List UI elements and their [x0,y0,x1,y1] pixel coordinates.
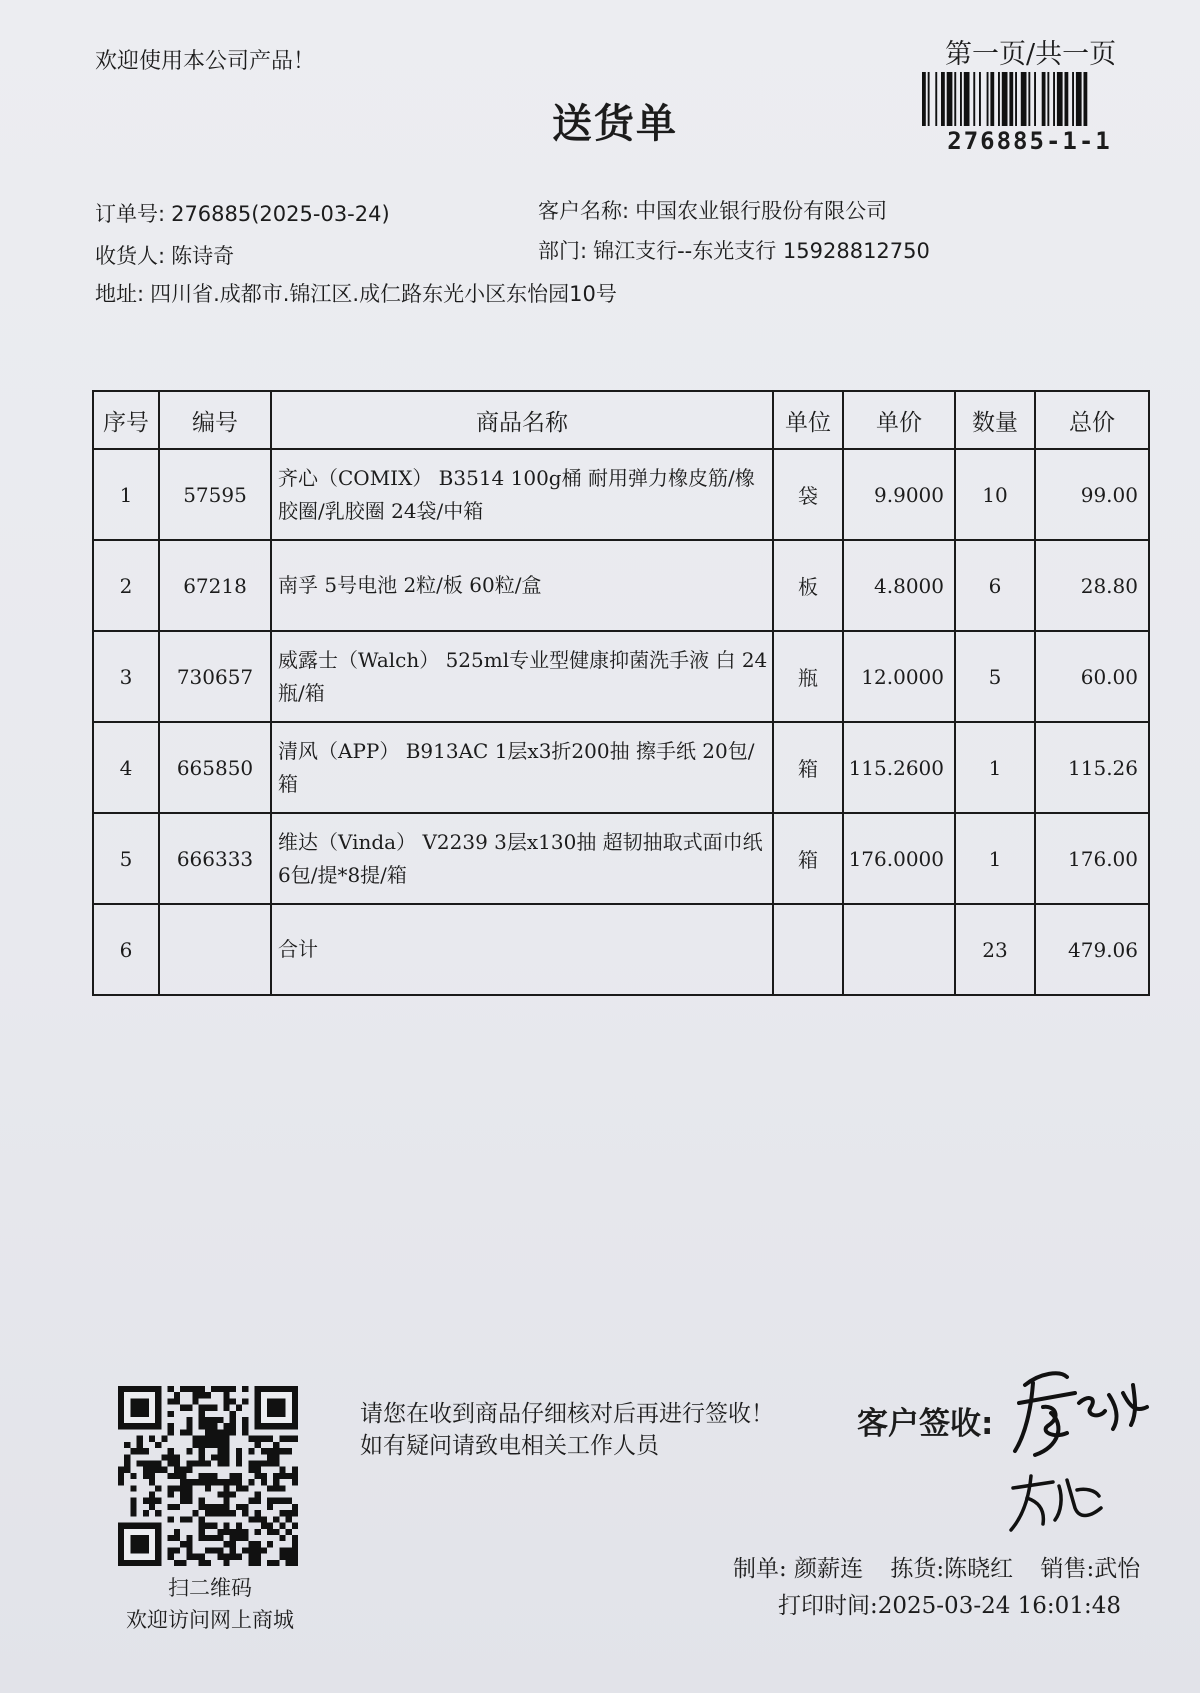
order-number [95,198,390,228]
cell-total: 28.80 [1035,540,1149,631]
cell-price [843,904,955,995]
table-row [93,722,1149,813]
col-header-price: 单价 [843,391,955,449]
table-row [93,449,1149,540]
dept-label: 部门: [538,239,588,263]
print-time-label: 打印时间: [778,1593,878,1619]
cell-seq: 2 [93,540,159,631]
sales-label: 销售: [1040,1556,1095,1582]
receiver-label: 收货人: [95,244,166,268]
cell-name: 齐心（COMIX） B3514 100g桶 耐用弹力橡皮筋/橡胶圈/乳胶圈 24袋/中箱 [271,449,773,540]
print-time-value: 2025-03-24 16:01:48 [877,1593,1121,1619]
customer-sign-label: 客户签收: [857,1406,994,1442]
cell-name: 清风（APP） B913AC 1层x3折200抽 擦手纸 20包/箱 [271,722,773,813]
cell-name: 南孚 5号电池 2粒/板 60粒/盒 [271,540,773,631]
cell-price: 115.2600 [843,722,955,813]
cell-unit: 箱 [773,722,843,813]
cell-seq: 1 [93,449,159,540]
cell-price: 4.8000 [843,540,955,631]
table-row [93,813,1149,904]
cell-qty: 5 [955,631,1035,722]
qr-caption-scan: 扫二维码 [168,1576,252,1600]
table-row [93,540,1149,631]
cell-unit: 板 [773,540,843,631]
cell-code: 665850 [159,722,271,813]
department [538,235,930,265]
dept-value: 锦江支行--东光支行 15928812750 [593,239,930,263]
cell-unit [773,904,843,995]
qr-code-icon [118,1386,298,1566]
col-header-total: 总价 [1035,391,1149,449]
signature-mark-icon [1005,1468,1110,1538]
picker-value: 陈晓红 [944,1556,1014,1582]
cell-unit: 箱 [773,813,843,904]
print-time [778,1587,1121,1620]
order-value: 276885(2025-03-24) [171,202,390,226]
cell-code: 67218 [159,540,271,631]
customer-label: 客户名称: [538,199,630,223]
cell-total-label: 合计 [271,904,773,995]
sales-value: 武怡 [1094,1556,1141,1582]
qr-caption-mall: 欢迎访问网上商城 [126,1608,294,1632]
maker-value: 颜薪连 [794,1556,864,1582]
col-header-name: 商品名称 [271,391,773,449]
items-table [92,390,1150,996]
cell-name: 威露士（Walch） 525ml专业型健康抑菌洗手液 白 24瓶/箱 [271,631,773,722]
col-header-unit: 单位 [773,391,843,449]
address-label: 地址: [95,282,145,306]
receiver [95,240,234,270]
cell-seq: 4 [93,722,159,813]
customer-value: 中国农业银行股份有限公司 [635,199,888,223]
sign-notice: 请您在收到商品仔细核对后再进行签收！如有疑问请致电相关工作人员 [360,1401,774,1459]
signature-icon [1005,1355,1155,1465]
table-row-total [93,904,1149,995]
page-number: 第一页/共一页 [945,39,1117,70]
picker-label: 拣货: [890,1556,945,1582]
barcode-number: 276885-1-1 [947,127,1112,155]
cell-total: 99.00 [1035,449,1149,540]
cell-code: 57595 [159,449,271,540]
table-row [93,631,1149,722]
cell-name: 维达（Vinda） V2239 3层x130抽 超韧抽取式面巾纸 6包/提*8提/箱 [271,813,773,904]
staff-line [733,1550,1140,1583]
receiver-value: 陈诗奇 [171,244,235,268]
cell-total: 115.26 [1035,722,1149,813]
cell-total: 60.00 [1035,631,1149,722]
cell-qty: 6 [955,540,1035,631]
order-label: 订单号: [95,202,166,226]
table-header-row [93,391,1149,449]
cell-code [159,904,271,995]
cell-seq: 3 [93,631,159,722]
cell-seq: 5 [93,813,159,904]
maker-label: 制单: [733,1556,787,1582]
cell-seq: 6 [93,904,159,995]
col-header-seq: 序号 [93,391,159,449]
welcome-text: 欢迎使用本公司产品！ [95,49,316,74]
address [95,278,617,308]
cell-qty: 1 [955,722,1035,813]
document-title: 送货单 [552,101,678,147]
cell-qty: 10 [955,449,1035,540]
cell-code: 666333 [159,813,271,904]
cell-price: 9.9000 [843,449,955,540]
col-header-qty: 数量 [955,391,1035,449]
cell-unit: 袋 [773,449,843,540]
cell-code: 730657 [159,631,271,722]
customer-name [538,195,887,225]
address-value: 四川省.成都市.锦江区.成仁路东光小区东怡园10号 [150,282,617,306]
cell-qty-sum: 23 [955,904,1035,995]
col-header-code: 编号 [159,391,271,449]
cell-qty: 1 [955,813,1035,904]
cell-total-sum: 479.06 [1035,904,1149,995]
cell-unit: 瓶 [773,631,843,722]
cell-price: 12.0000 [843,631,955,722]
cell-total: 176.00 [1035,813,1149,904]
cell-price: 176.0000 [843,813,955,904]
